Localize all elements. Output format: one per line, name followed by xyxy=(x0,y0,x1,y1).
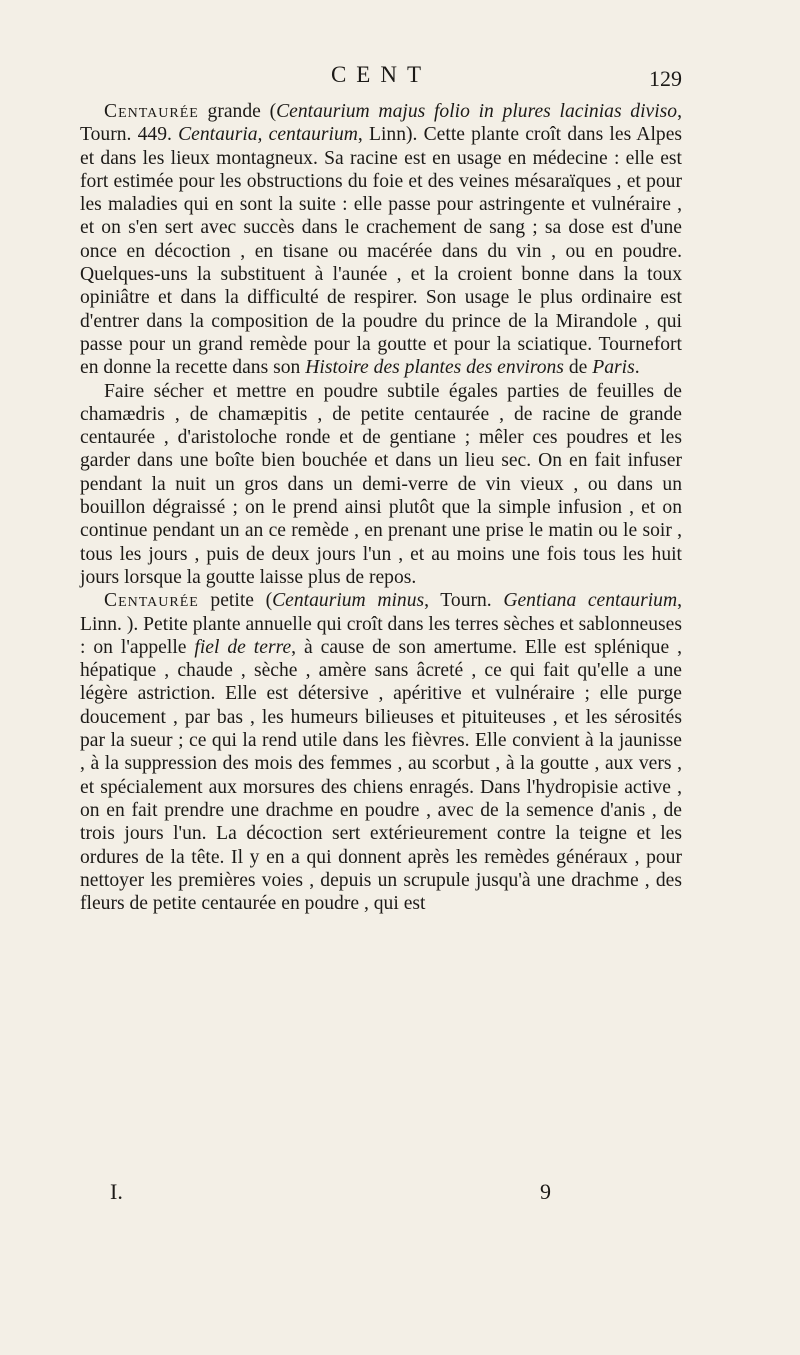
paragraph-recipe xyxy=(80,380,682,590)
running-head xyxy=(80,62,682,92)
text-run: , Tourn. xyxy=(424,590,504,612)
text-run: petite ( xyxy=(198,590,273,612)
running-title: CENT xyxy=(330,62,432,87)
italic-run: Centauria, centaurium xyxy=(178,124,358,146)
gathering-number: 9 xyxy=(540,1179,551,1204)
text-run: Faire sécher et mettre en poudre subtile égales parties de feuilles de chamædris , de chamæpitis , de petite centaurée , de racine de grande centaurée , d'aristoloche ronde et de gentiane ; mêler ces poudres et les garder dans une boîte bien bouchée et dans un lieu sec. On en fait infuser pendant la nuit un gros dans un demi-verre de vin vieux , ou dans un bouillon dégraissé ; on le prend ainsi plutôt que la simple infusion , et on continue pendant un an ce remède , en prenant une prise le matin ou le soir , tous les jours , puis de deux jours l'un , et au moins une fois tous les huit jours lorsque la goutte laisse plus de repos. xyxy=(80,380,682,588)
volume-signature: I. xyxy=(110,1179,123,1204)
text-run: grande ( xyxy=(198,101,277,122)
text-run: , Linn. ). Petite plante annuelle qui croît dans les terres sèches et sablonneuses : on l'appelle xyxy=(80,590,683,658)
headword: Centaurée xyxy=(104,590,199,612)
headword: Centaurée xyxy=(104,101,199,122)
text-run: . xyxy=(634,357,640,379)
paragraph-grande-centauree xyxy=(80,100,682,380)
book-page xyxy=(80,62,682,1302)
page-footer xyxy=(80,1179,682,1209)
text-run: , à cause de son amertume. Elle est splénique , hépatique , chaude , sèche , amère sans âcreté , ce qui fait qu'elle a une légère astriction. Elle est détersive , apéritive et vulnéraire ; elle purge doucement , par bas , les humeurs bilieuses et pituiteuses , et les sérosités par la sueur ; ce qui la rend utile dans les fièvres. Elle convient à la jaunisse , à la suppression des mois des femmes , au scorbut , à la goutte , aux vers , et spécialement aux morsures des chiens enragés. Dans l'hydropisie active , on en fait prendre une drachme en poudre , avec de la semence d'anis , de trois jours l'un. La décoction sert extérieurement contre la teigne et les ordures de la tête. Il y en a qui donnent après les remèdes généraux , pour nettoyer les premières voies , depuis un scrupule jusqu'à une drachme , des fleurs de petite centaurée en poudre , qui est xyxy=(80,636,682,915)
body-text xyxy=(80,100,682,915)
page-number: 129 xyxy=(649,66,682,91)
text-run: , Tourn. 449. xyxy=(80,101,682,146)
italic-run: Paris xyxy=(592,357,635,379)
italic-run: fiel de terre xyxy=(194,636,292,658)
text-run: de xyxy=(563,357,593,379)
italic-run: Centaurium minus xyxy=(272,590,425,612)
paragraph-petite-centauree xyxy=(80,589,682,915)
text-run: , Linn). Cette plante croît dans les Alpes et dans les lieux montagneux. Sa racine est en usage en médecine : elle est fort estimée pour les obstructions du foie et des veines mésaraïques , et pour les maladies qui en sont la suite : elle passe pour astringente et vulnéraire , et on s'en sert avec succès dans le crachement de sang ; sa dose est d'une once en décoction , en tisane ou macérée dans du vin , ou en poudre. Quelques-uns la substituent à l'aunée , et la croient bonne dans la toux opiniâtre et dans la difficulté de respirer. Son usage le plus ordinaire est d'entrer dans la composition de la poudre du prince de la Mirandole , qui passe pour un grand remède pour la goutte et pour la sciatique. Tournefort en donne la recette dans son xyxy=(80,124,683,379)
italic-run: Histoire des plantes des environs xyxy=(305,357,564,379)
italic-run: Centaurium majus folio in plures lacinias diviso xyxy=(276,101,678,122)
italic-run: Gentiana centaurium xyxy=(503,590,678,612)
